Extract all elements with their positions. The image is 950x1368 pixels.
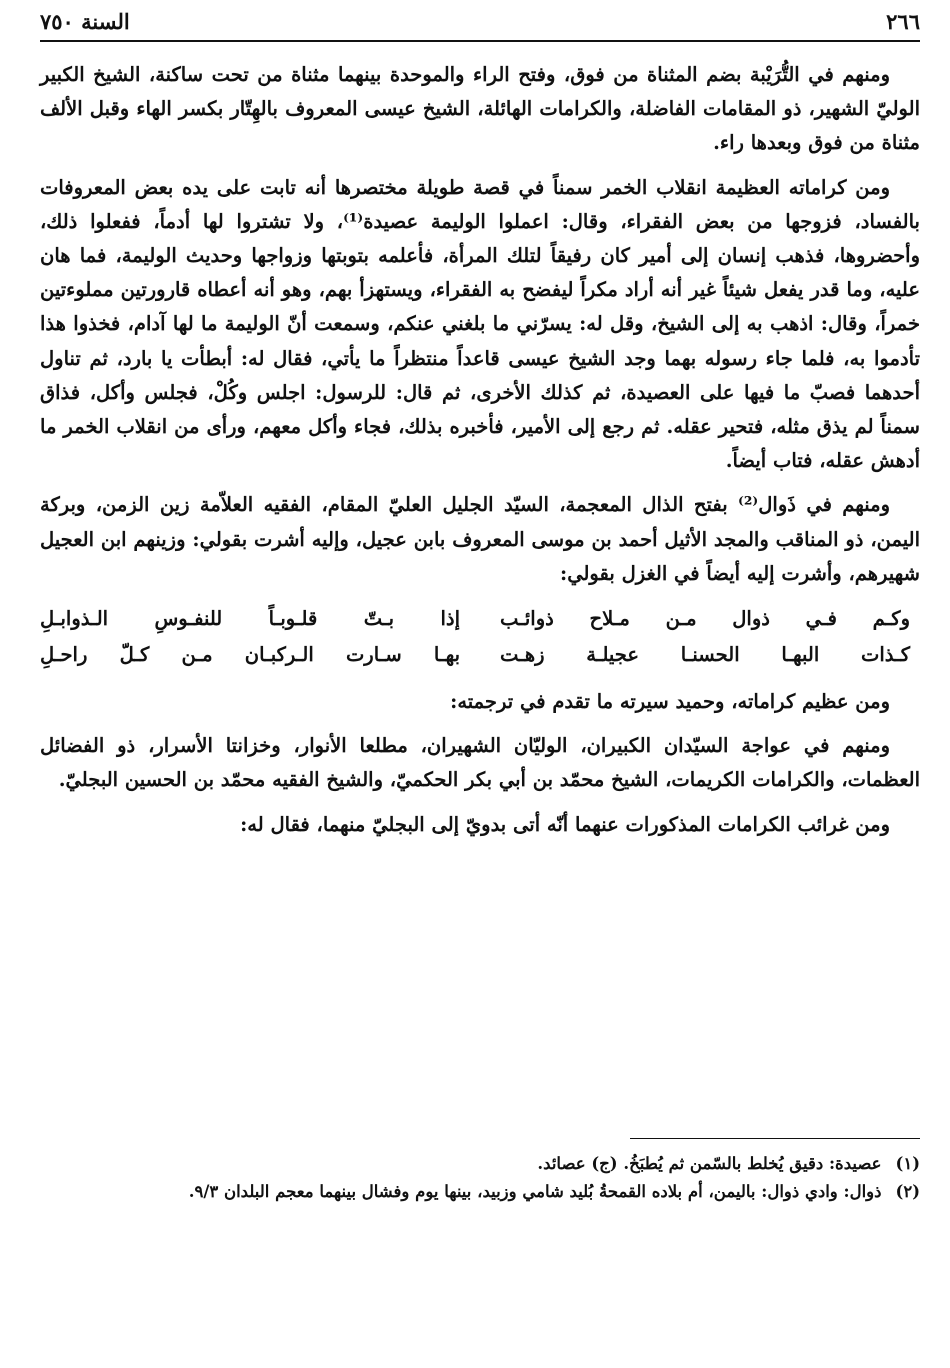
- paragraph-awaja: ومنهم في عواجة السيّدان الكبيران، الوليّان الشهيران، مطلعا الأنوار، وخزانتا الأسرار، ذو الفضائل العظمات، والكرامات الكريمات، الشيخ محمّد بن أبي بكر الحكميّ، والشيخ الفقيه محمّد بن الحسين البجليّ.: [40, 734, 920, 792]
- verse-1-hemistich-2: إذا بـتّ قلـوبـاً للنفـوسِ الـذوابـلِ: [40, 607, 460, 631]
- footnotes: [40, 1150, 920, 1206]
- paragraph-karamat: ومن عظيم كراماته، وحميد سيرته ما تقدم في ترجمته:: [450, 690, 890, 714]
- page-number: ٢٦٦: [886, 8, 920, 34]
- verse-2-hemistich-1: كـذات البهـا الحسنـا عجيلـة زهـت: [500, 643, 910, 667]
- paragraph-dhawal: ومنهم في ذَوال⁽²⁾ بفتح الذال المعجمة، السيّد الجليل العليّ المقام، الفقيه العلاّمة زين الزمن، وبركة اليمن، ذو المناقب والمجد الأثيل أحمد بن موسى المعروف بابن عجيل، وإليه أشرت بقولي: وزينهم ابن العجيل شهيرهم، وأشرت إليه أيضاً في الغزل بقولي:: [40, 493, 920, 585]
- footnote-number: (١): [895, 1154, 920, 1173]
- paragraph-miracle-wine: ومن كراماته العظيمة انقلاب الخمر سمناً في قصة طويلة مختصرها أنه تابت على يده بعض المعروفات بالفساد، فزوجها من بعض الفقراء، وقال: اعملوا الوليمة عصيدة⁽¹⁾، ولا تشتروا لها أدماً، ففعلوا ذلك، وأحضروها، فذهب إنسان إلى أمير كان رفيقاً لتلك المرأة، فأعلمه بتوبتها وزواجها وحديث الوليمة، فما هان عليه، وما قدر يفعل شيئاً غير أنه أراد مكراً ليفضح به الفقراء، ويستهزأ بهم، وهو أنه أعطاه قارورتين مملوءتين خمراً، وقال: اذهب به إلى الشيخ، وقل له: يسرّني ما بلغني عنكم، وسمعت أنّ الوليمة ما لها آدام، فخذوا هذا تأدموا به، فلما جاء رسوله بهما وجد الشيخ عيسى قاعداً منتظراً ما يأتي، فقال له: أبطأت يا بارد، ثم تناول أحدهما فصبّ ما فيها على العصيدة، ثم كذلك الأخرى، ثم قال: للرسول: اجلس وكُلْ، فجلس وأكل، فذاق سمناً لم يذق مثله، فتحير عقله. ثم رجع إلى الأمير، فأخبره بذلك، فجاء وأكل معهم، ورأى من انقلاب الخمر ما أدهش عقله، فتاب أيضاً.: [40, 175, 920, 473]
- verse-2-hemistich-2: بهـا سـارت الـركبـان مـن كـلّ راحـلِ: [40, 643, 460, 667]
- paragraph-turayba: ومنهم في التُّرَيْبة بضم المثناة من فوق، وفتح الراء والموحدة بينهما مثناة من تحت ساكنة، الشيخ الكبير الوليّ الشهير، ذو المقامات الفاضلة، والكرامات الهائلة، الشيخ عيسى المعروف بالهِتّار بكسر الهاء وقبل الألف مثناة من فوق وبعدها راء.: [40, 63, 920, 155]
- poem-verses: [40, 601, 920, 673]
- main-text: [40, 58, 920, 852]
- running-header: [40, 6, 920, 36]
- footnote-text: ذوال: وادي ذوال: باليمن، أم بلاده القمحةُ بُليد شامي وزبيد، بينها يوم وفشال بينهما معجم البلدان ٩/٣.: [188, 1182, 882, 1201]
- paragraph-gharaib: ومن غرائب الكرامات المذكورات عنهما أنّه أتى بدويّ إلى البجليّ منهما، فقال له:: [240, 812, 890, 836]
- footnote-text: عصيدة: دقيق يُخلط بالسّمن ثم يُطبَخُ. (ج) عصائد.: [537, 1154, 882, 1173]
- header-rule: [40, 40, 920, 42]
- footnote-rule: [630, 1138, 920, 1139]
- footnote-2: [40, 1178, 920, 1206]
- book-page: [40, 0, 920, 1368]
- footnote-1: [40, 1150, 920, 1178]
- footnote-number: (٢): [895, 1182, 920, 1201]
- verse-1-hemistich-1: وكـم فـي ذوال مـن مـلاح ذوائـب: [500, 607, 910, 631]
- year-heading: السنة ٧٥٠: [40, 8, 130, 34]
